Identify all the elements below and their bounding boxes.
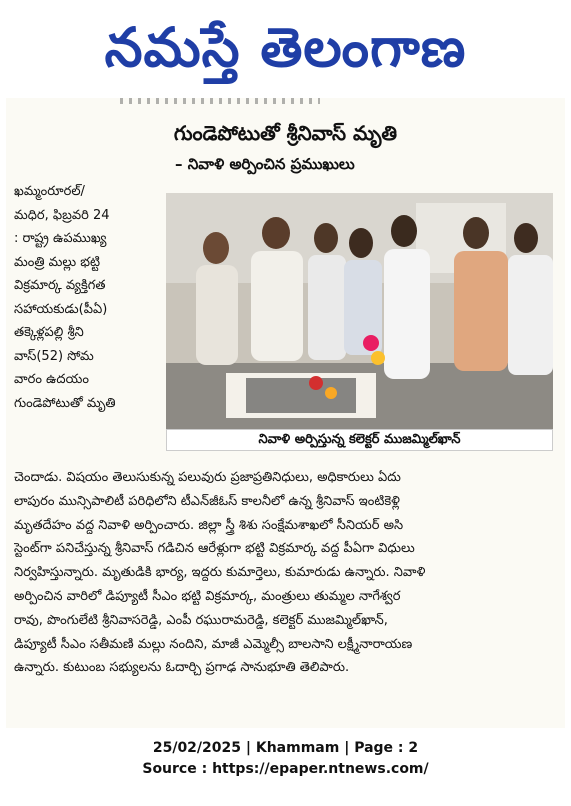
masthead <box>0 0 571 98</box>
body-line: స్టెంట్‌గా పనిచేస్తున్న శ్రీనివాస్ గడిచిన ఆరేళ్లుగా భట్టి విక్రమార్క వద్ద పీఏగా విధులు <box>14 541 415 557</box>
column-line: గుండెపోటుతో మృతి <box>14 395 116 411</box>
article-subheadline: – నివాళి అర్పించిన ప్రముఖులు <box>175 155 355 173</box>
body-line: మృతదేహం వద్ద నివాళి అర్పించారు. జిల్లా స్త్రీ శిశు సంక్షేమశాఖలో సీనియర్ అసి <box>14 517 404 533</box>
column-line: ఖమ్మంరూరల్/ <box>14 184 85 199</box>
article-column-text <box>14 180 162 415</box>
article-body-text <box>14 466 560 680</box>
body-line: డిప్యూటీ సీఎం సతీమణి మల్లు నందిని, మాజీ ఎమ్మెల్సీ బాలసాని లక్ష్మీనారాయణ <box>14 636 413 652</box>
footer-source-line: Source : https://epaper.ntnews.com/ <box>142 761 429 777</box>
article-headline: గుండెపోటుతో శ్రీనివాస్ మృతి <box>173 121 398 145</box>
column-line: విక్రమార్క వ్యక్తిగత <box>14 278 106 293</box>
column-line: వారం ఉదయం <box>14 372 89 387</box>
masthead-title: నమస్తే తెలంగాణ <box>104 15 467 79</box>
footer-date-line: 25/02/2025 | Khammam | Page : 2 <box>152 740 419 756</box>
column-line: సహాయకుడు(పీఏ) <box>14 301 108 317</box>
clipping-top-strip <box>120 98 320 104</box>
photo-illustration <box>166 193 553 432</box>
photo-caption: నివాళి అర్పిస్తున్న కలెక్టర్ ముజమ్మిల్‌ఖాన్ <box>166 429 553 451</box>
column-line: మంత్రి మల్లు భట్టి <box>14 254 101 270</box>
body-line: లాపురం మున్సిపాలిటీ పరిధిలోని టీఎన్‌జీఓస్ కాలనీలో ఉన్న శ్రీనివాస్ ఇంటికెళ్లి <box>14 493 400 509</box>
column-line: వాస్(52) సోమ <box>14 348 94 364</box>
body-line: చెందాడు. విషయం తెలుసుకున్న పలువురు ప్రజాప్రతినిధులు, అధికారులు ఏదు <box>14 470 401 485</box>
column-line: మధిర, ఫిబ్రవరి 24 <box>14 207 110 223</box>
column-line: : రాష్ట్ర ఉపముఖ్య <box>14 231 107 246</box>
column-line: తక్కెళ్లపల్లి శ్రీని <box>14 325 84 340</box>
article-photo <box>166 193 553 432</box>
body-line: అర్పించిన వారిలో డిప్యూటీ సీఎం భట్టి విక్రమార్క, మంత్రులు తుమ్మల నాగేశ్వర <box>14 588 401 604</box>
body-line: నిర్వహిస్తున్నారు. మృతుడికి భార్య, ఇద్దరు కుమార్తెలు, కుమారుడు ఉన్నారు. నివాళి <box>14 565 426 581</box>
body-line: రావు, పొంగులేటి శ్రీనివాసరెడ్డి, ఎంపీ రఘురామరెడ్డి, కలెక్టర్ ముజమ్మిల్‌ఖాన్, <box>14 612 388 628</box>
body-line: ఉన్నారు. కుటుంబ సభ్యులను ఓదార్చి ప్రగాఢ సానుభూతి తెలిపారు. <box>14 660 350 676</box>
